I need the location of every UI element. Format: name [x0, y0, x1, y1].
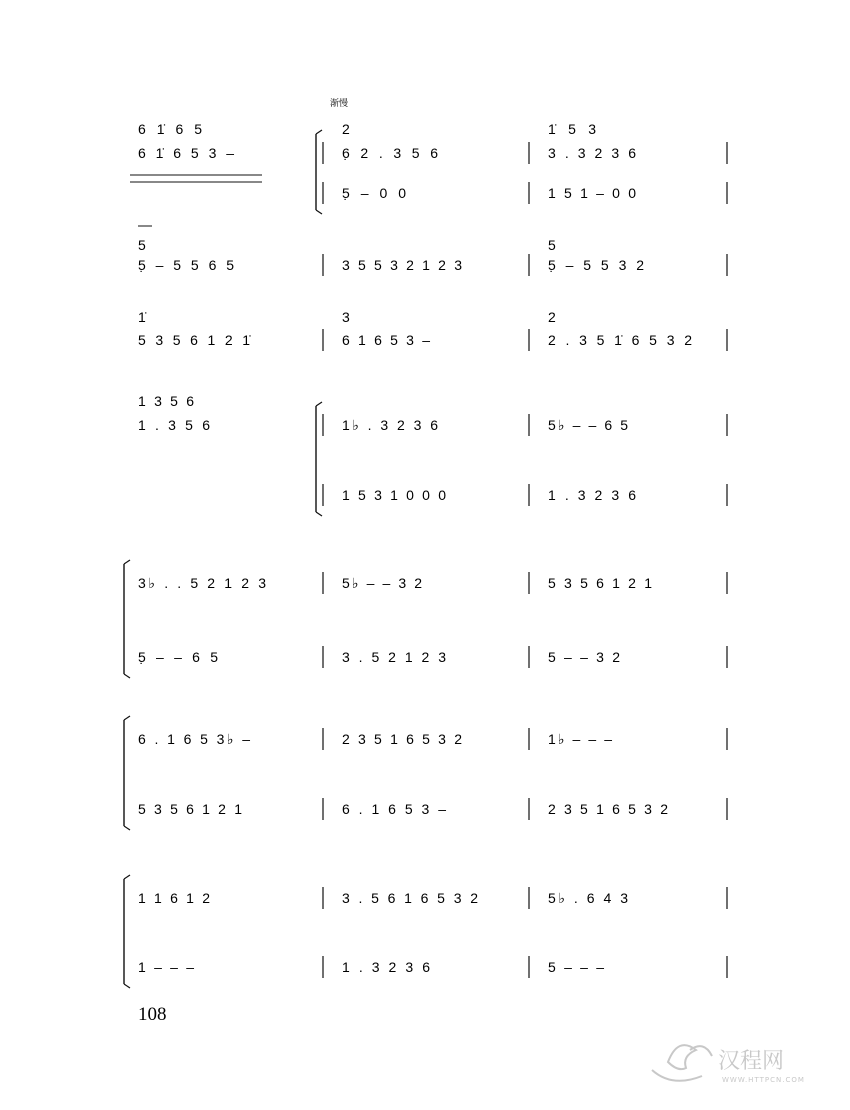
measure-upper: 3 . 5 6 1 6 5 3 2 [342, 890, 478, 906]
measure-upper-chord: 2 [342, 121, 350, 137]
score-row [138, 309, 692, 348]
measure-upper-chord: 5 [548, 237, 556, 253]
measure-upper: 2 . 3 5 1̇ 6 5 3 2 [548, 332, 692, 348]
score-row [138, 890, 628, 975]
measure-lower: 1 . 3 2 3 6 [548, 487, 636, 503]
notation-layer [138, 121, 692, 975]
measure-upper-chord: 6 1̇ 6 5 [138, 121, 202, 137]
measure-upper: 5̣ – 5 5 6 5 [138, 257, 234, 273]
measure-lower: 5 3 5 6 1 2 1 [138, 801, 242, 817]
measure-upper: 5 3 5 6 1 2 1 [548, 575, 652, 591]
score-row [138, 393, 636, 503]
measure-lower: 1 5 1 – 0 0 [548, 185, 636, 201]
watermark-logo [652, 1045, 805, 1084]
measure-upper: 3♭ . . 5 2 1 2 3 [138, 575, 266, 591]
measure-upper: 1 . 3 5 6 [138, 417, 210, 433]
system-brace-cap [316, 402, 322, 406]
page-number: 108 [138, 1004, 167, 1025]
system-brace-cap [316, 512, 322, 516]
measure-upper-chord: 1̇ 5 3 [548, 121, 596, 137]
tempo-mark: 渐慢 [330, 98, 349, 108]
measure-upper: 5♭ . 6 4 3 [548, 890, 628, 906]
system-brace-cap [124, 826, 130, 830]
watermark-url: WWW.HTTPCN.COM [722, 1076, 805, 1084]
system-brace-cap [124, 716, 130, 720]
measure-upper: 3 . 3 2 3 6 [548, 145, 636, 161]
measure-lower: 2 3 5 1 6 5 3 2 [548, 801, 668, 817]
measure-lower: 5 – – 3 2 [548, 649, 620, 665]
measure-upper: 3 5 5 3 2 1 2 3 [342, 257, 462, 273]
measure-lower: 1 – – – [138, 959, 194, 975]
measure-upper-chord: 1 3 5 6 [138, 393, 194, 409]
measure-lower: 5 – – – [548, 959, 604, 975]
system-brace-cap [124, 560, 130, 564]
measure-upper: 5♭ – – 3 2 [342, 575, 422, 591]
measure-upper-chord: 5 [138, 237, 146, 253]
system-brace-cap [124, 674, 130, 678]
measure-upper: 1 1 6 1 2 [138, 890, 210, 906]
measure-lower: 1 5 3 1 0 0 0 [342, 487, 446, 503]
system-brace-cap [316, 210, 322, 214]
measure-lower: 1 . 3 2 3 6 [342, 959, 430, 975]
measure-upper: 2 3 5 1 6 5 3 2 [342, 731, 462, 747]
score-row [138, 237, 644, 273]
measure-upper: 5♭ – – 6 5 [548, 417, 628, 433]
system-brace-cap [124, 984, 130, 988]
measure-upper: 6̣ 2 . 3 5 6 [342, 145, 438, 161]
measure-upper-chord: 3 [342, 309, 350, 325]
measure-upper: 6 . 1 6 5 3♭ – [138, 731, 250, 747]
measure-lower: 5̣ – – 6 5 [138, 649, 218, 665]
measure-upper-chord: 1̇ [138, 309, 146, 325]
measure-upper: 6 1 6 5 3 – [342, 332, 430, 348]
score-row [138, 575, 652, 665]
system-brace-cap [124, 875, 130, 879]
watermark-text: 汉程网 [718, 1049, 785, 1074]
measure-lower: 6 . 1 6 5 3 – [342, 801, 446, 817]
score-row [138, 121, 636, 201]
measure-lower: 3 . 5 2 1 2 3 [342, 649, 446, 665]
measure-upper: 1♭ – – – [548, 731, 612, 747]
measure-upper: 5 3 5 6 1 2 1̇ [138, 332, 250, 348]
measure-upper: 6 1̇ 6 5 3 – [138, 145, 234, 161]
score-row [138, 731, 668, 817]
system-brace-cap [316, 130, 322, 134]
measure-upper: 1♭ . 3 2 3 6 [342, 417, 438, 433]
measure-upper-chord: 2 [548, 309, 556, 325]
measure-lower: 5̣ – 0 0 [342, 185, 406, 201]
measure-upper: 5̣ – 5 5 3 2 [548, 257, 644, 273]
